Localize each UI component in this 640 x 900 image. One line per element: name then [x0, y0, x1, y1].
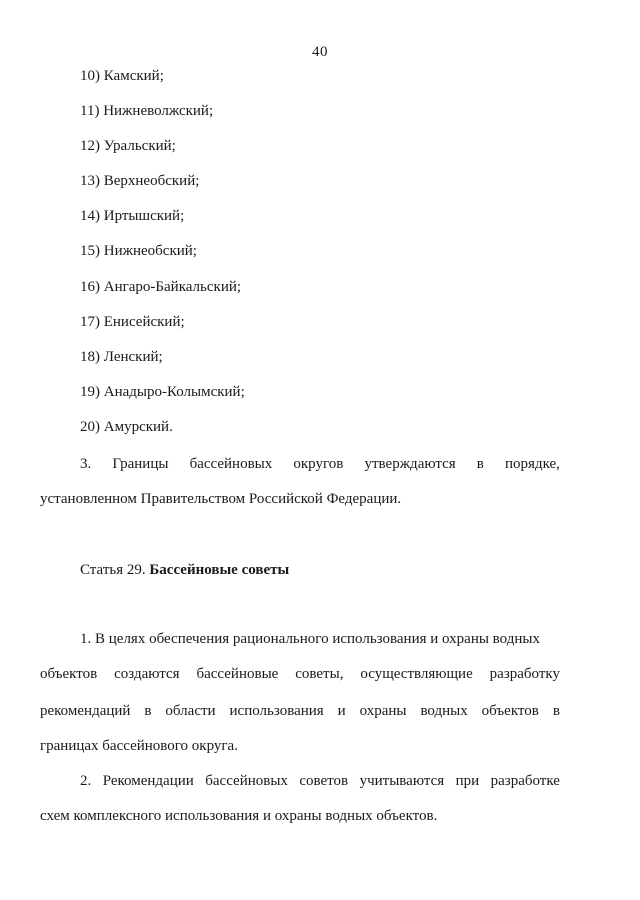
word: создаются [114, 666, 180, 682]
word: объектов [40, 666, 98, 682]
word: осуществляющие [360, 666, 473, 682]
word: в [552, 703, 560, 719]
paragraph-3-line-1 [80, 454, 560, 474]
article-p1-line-2 [40, 664, 560, 684]
list-item: 11) Нижневолжский; [80, 103, 214, 120]
word: округов [293, 456, 344, 472]
word: Границы [112, 456, 169, 472]
list-item: 13) Верхнеобский; [80, 173, 200, 190]
list-item: 17) Енисейский; [80, 313, 185, 330]
article-title: Бассейновые советы [149, 562, 290, 578]
paragraph-3-line-2: установленном Правительством Российской Федерации. [40, 491, 402, 507]
list-item: 14) Иртышский; [80, 208, 185, 225]
word: бассейновые [196, 666, 279, 682]
article-p2-line-1 [80, 771, 560, 791]
word: бассейновых [189, 456, 273, 472]
word: в [144, 703, 152, 719]
word: при [455, 773, 480, 789]
article-p2-line-2: схем комплексного использования и охраны водных объектов. [40, 808, 438, 824]
list-item: 16) Ангаро-Байкальский; [80, 278, 242, 295]
page-number: 40 [312, 44, 328, 60]
list-item: 15) Нижнеобский; [80, 243, 197, 260]
basin-district-list [80, 66, 245, 452]
word: области [165, 703, 216, 719]
word: 3. [80, 456, 92, 472]
word: 2. [80, 773, 92, 789]
word: советы, [295, 666, 344, 682]
word: учитываются [359, 773, 445, 789]
list-item: 19) Анадыро-Колымский; [80, 383, 245, 400]
word: советов [299, 773, 349, 789]
article-number: Статья 29. [80, 562, 146, 578]
word: Рекомендации [102, 773, 194, 789]
list-item: 10) Камский; [80, 68, 164, 84]
word: рекомендаций [40, 703, 131, 719]
word: и [337, 703, 346, 719]
article-p1-line-4: границах бассейнового округа. [40, 738, 238, 754]
word: бассейновых [205, 773, 288, 789]
word: разработку [489, 666, 560, 682]
word: объектов [481, 703, 539, 719]
word: в [476, 456, 484, 472]
article-heading [80, 560, 289, 580]
article-p1-line-1: 1. В целях обеспечения рационального использования и охраны водных [80, 631, 540, 647]
word: разработке [490, 773, 560, 789]
list-item: 12) Уральский; [80, 138, 176, 155]
word: водных [420, 703, 468, 719]
word: использования [229, 703, 324, 719]
word: утверждаются [364, 456, 456, 472]
word: охраны [359, 703, 407, 719]
list-item: 18) Ленский; [80, 348, 163, 365]
word: порядке, [505, 456, 560, 472]
article-p1-line-3 [40, 701, 560, 721]
list-item: 20) Амурский. [80, 418, 173, 435]
